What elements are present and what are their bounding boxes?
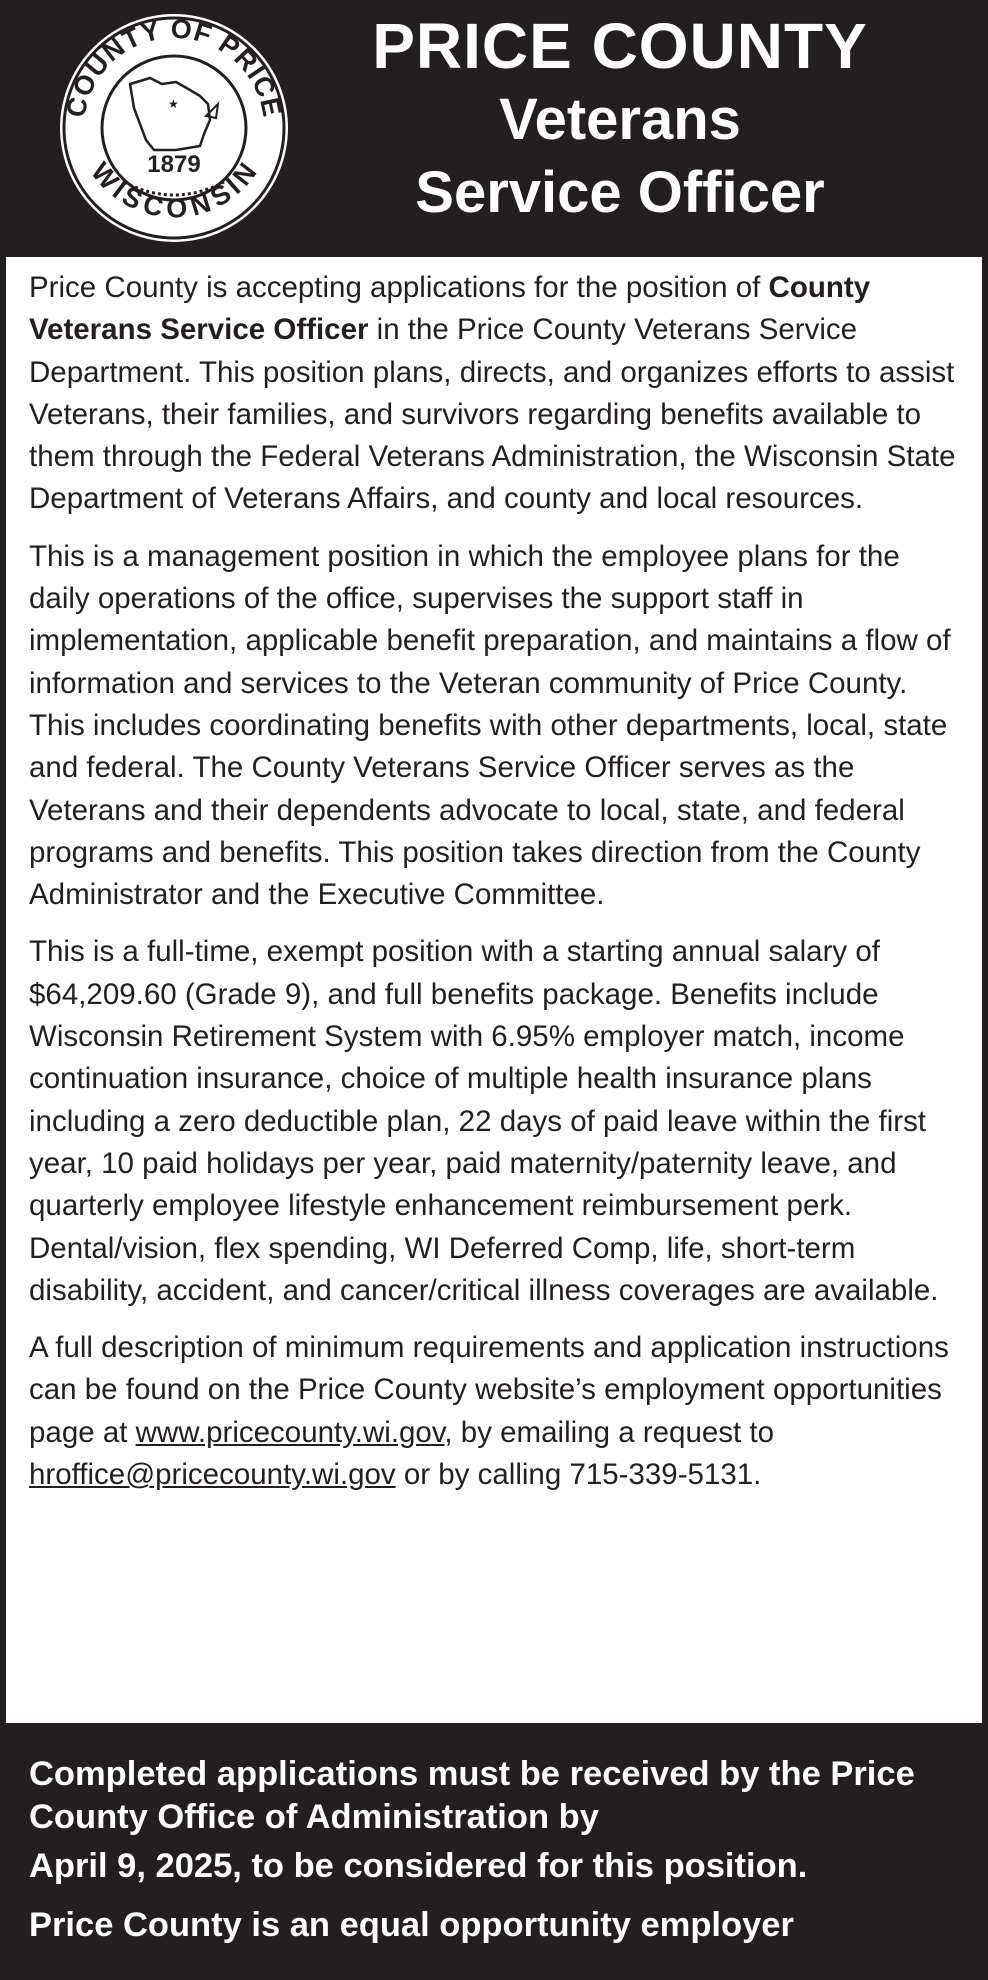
- paragraph-duties: This is a management position in which the employee plans for the daily operations of the office, supervises the support staff in implementation, applicable benefit preparation, and maintains a flow of information and services to the Veteran community of Price County. This includes coordinating benefits with other departments, local, state and federal. The County Veterans Service Officer serves as the Veterans and their dependents advocate to local, state, and federal programs and benefits. This position takes direction from the County Administrator and the Executive Committee.: [29, 539, 951, 912]
- paragraph-position-overview: Price County is accepting applications for the position of County Veterans Service Officer in the Price County Veterans Service Department. This position plans, directs, and organizes efforts to assist Veterans, their families, and survivors regarding benefits available to them through the Federal Veterans Administration, the Wisconsin State Department of Veterans Affairs, and county and local resources.: [29, 271, 956, 516]
- svg-text:★: ★: [168, 97, 179, 111]
- title-block: [300, 8, 940, 230]
- title-line-veterans: Veterans: [499, 87, 741, 152]
- deadline-date: April 9, 2025, to be considered for this position.: [29, 1847, 808, 1885]
- title-line-service-officer: Service Officer: [415, 160, 825, 225]
- website-link[interactable]: www.pricecounty.wi.gov: [135, 1415, 445, 1449]
- title-line-county: PRICE COUNTY: [372, 10, 868, 82]
- paragraph-how-to-apply: A full description of minimum requirements and application instructions can be found on the Price County website’s employment opportunities page at www.pricecounty.wi.gov, by emailing a request to hroffice@pricecounty.wi.gov or by calling 715-339-5131.: [29, 1331, 949, 1492]
- county-seal-logo: [58, 12, 290, 244]
- svg-text:WISCONSIN: WISCONSIN: [85, 156, 264, 224]
- header-band: [0, 0, 988, 254]
- deadline-text: Completed applications must be received by the Price County Office of Administration by: [29, 1755, 915, 1836]
- equal-opportunity-statement: Price County is an equal opportunity employer: [29, 1906, 794, 1944]
- footer-band: [0, 1726, 988, 1980]
- svg-text:COUNTY OF PRICE: COUNTY OF PRICE: [60, 13, 288, 120]
- email-link[interactable]: hroffice@pricecounty.wi.gov: [29, 1458, 396, 1492]
- position-name: County Veterans Service Officer: [29, 271, 871, 347]
- paragraph-salary-benefits: This is a full-time, exempt position with a starting annual salary of $64,209.60 (Grade 9), and full benefits package. Benefits include Wisconsin Retirement System with 6.95% employer match, income continuation insurance, choice of multiple health insurance plans including a zero deductible plan, 22 days of paid leave within the first year, 10 paid holidays per year, paid maternity/paternity leave, and quarterly employee lifestyle enhancement reimbursement perk. Dental/vision, flex spending, WI Deferred Comp, life, short-term disability, accident, and cancer/critical illness coverages are available.: [29, 935, 939, 1307]
- ad-body: [6, 257, 982, 1723]
- svg-text:1879: 1879: [147, 151, 201, 178]
